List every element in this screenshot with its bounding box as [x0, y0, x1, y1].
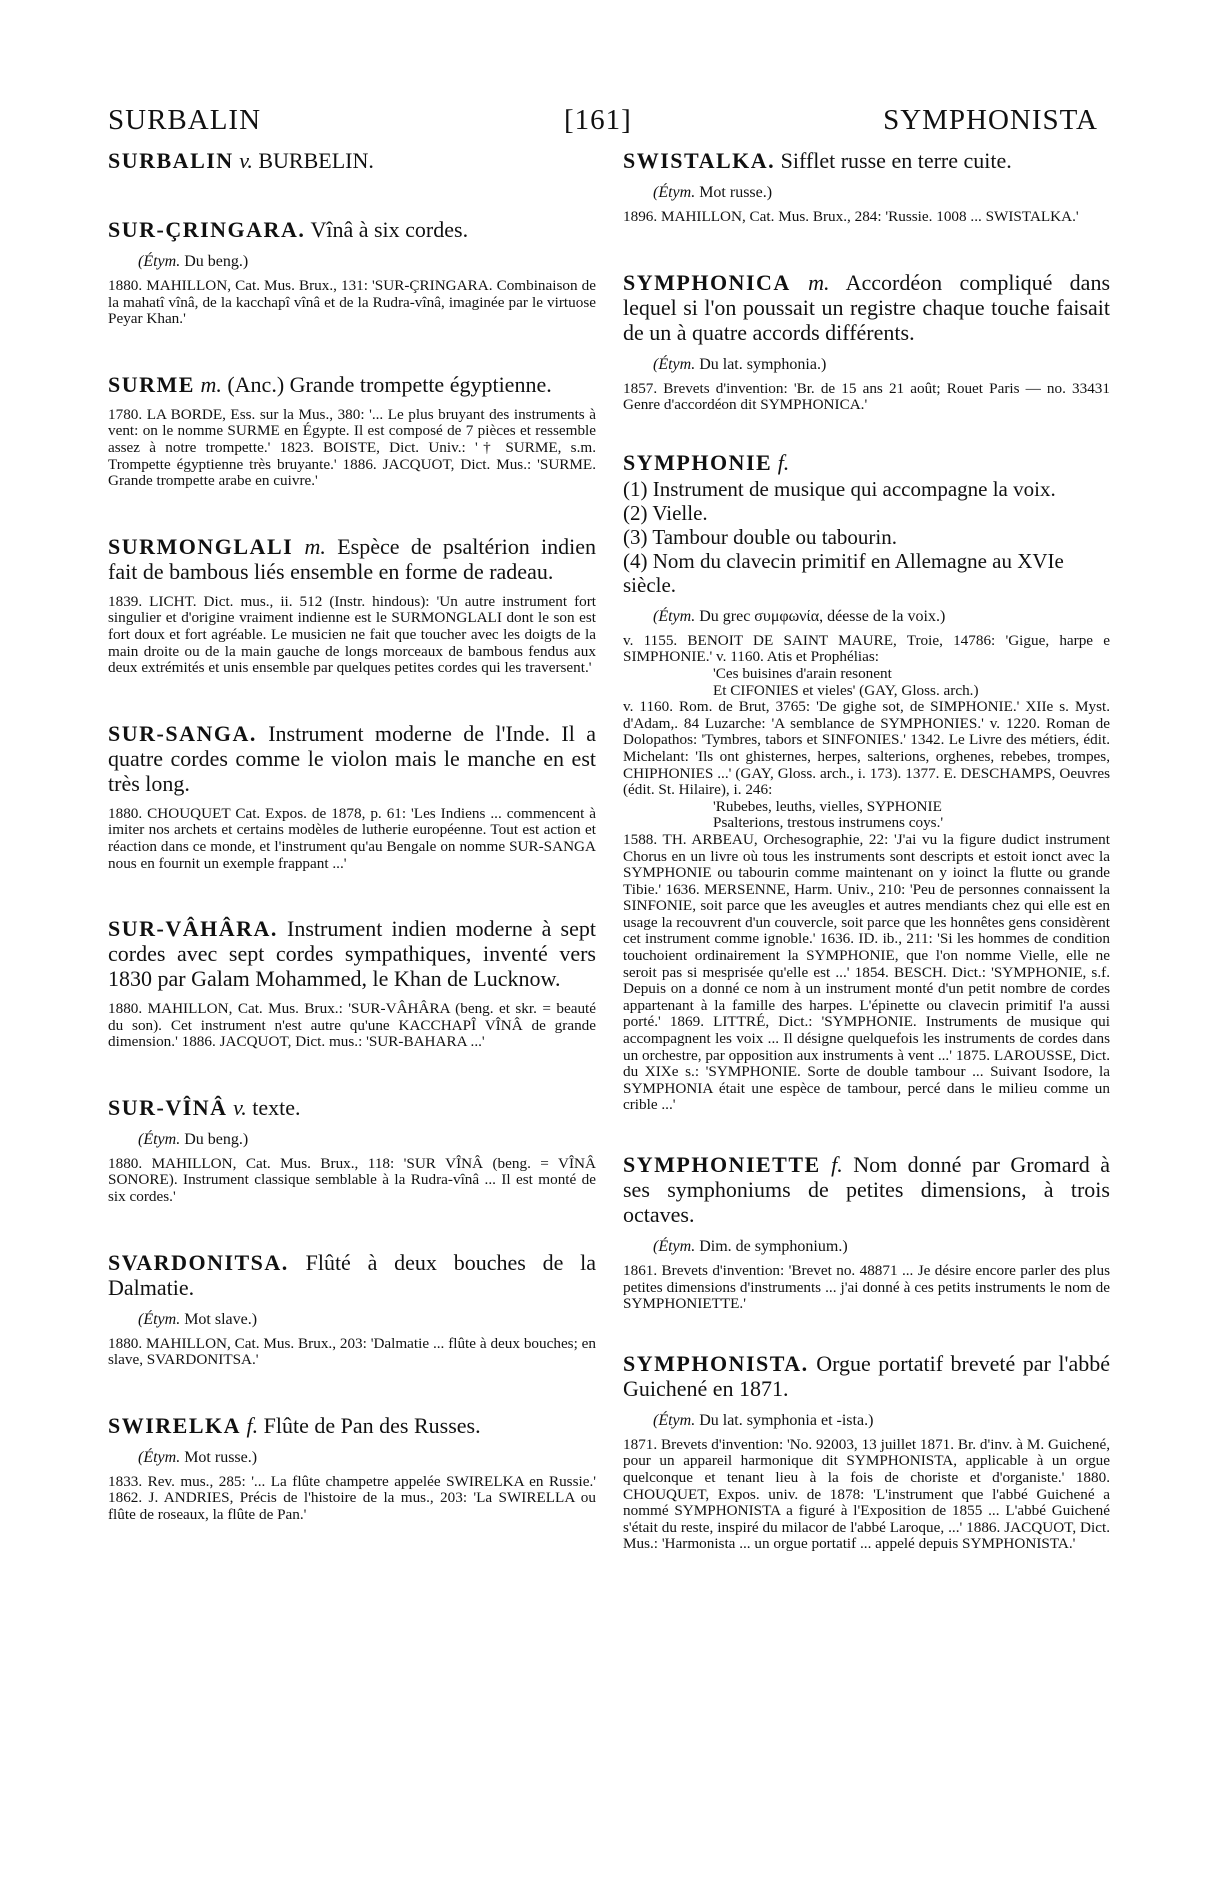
etymology: [653, 607, 1110, 627]
headword: SWISTALKA.: [623, 148, 776, 173]
entry-svardonitsa: [108, 1250, 596, 1369]
headword: SYMPHONIE: [623, 449, 773, 475]
grammar-label: f.: [246, 1412, 259, 1438]
etymology: [653, 355, 1110, 375]
entry-symphonista: [623, 1351, 1110, 1553]
grammar-label: m.: [200, 371, 222, 397]
grammar-label: m.: [808, 269, 830, 295]
headword: SWIRELKA: [108, 1412, 242, 1438]
sense-item: (2) Vielle.: [623, 500, 708, 525]
entry-definition: [623, 270, 1110, 345]
entry-surbalin: [108, 148, 596, 173]
entry-definition: [108, 1250, 596, 1300]
etymology: [138, 1448, 596, 1468]
entry-sur-vina: [108, 1095, 596, 1206]
definition-text: Sifflet russe en terre cuite.: [780, 148, 1012, 173]
entry-sur-vahara: [108, 916, 596, 1051]
definition-text: Accordéon compliqué dans lequel si l'on poussait un registre chaque touche faisait de un à quatre accords différents.: [623, 269, 1111, 345]
etymology-label: (Étym.: [653, 1411, 696, 1429]
citations: 1880. MAHILLON, Cat. Mus. Brux., 203: 'Dalmatie ... flûte à deux bouches; en slave, SVARDONITSA.': [108, 1334, 596, 1369]
grammar-label: m.: [304, 533, 326, 559]
etymology-text: Du beng.): [184, 253, 249, 270]
etymology-text: Du lat. symphonia et -ista.): [699, 1411, 874, 1429]
etymology-text: Du beng.): [184, 1130, 249, 1148]
sense-item: (4) Nom du clavecin primitif en Allemagne au XVIe siècle.: [623, 548, 1064, 597]
etymology-label: (Étym.: [138, 1310, 181, 1328]
headword: SURMONGLALI: [108, 533, 294, 559]
entry-symphonica: [623, 270, 1110, 414]
headword: SURBALIN: [108, 148, 234, 173]
entry-sur-cringara: [108, 217, 596, 328]
citations: 1780. LA BORDE, Ess. sur la Mus., 380: '... Le plus bruyant des instruments à vent: on le nomme SURME en Égypte. Il est composé de 7 pièces et ressemble assez à notre trompette.' 1823. BOISTE, Dict. Univ.: '† SURME, s.m. Trompette égyptienne très bruyante.' 1886. JACQUOT, Dict. Mus.: 'SURME. Grande trompette arabe en cuivre.': [108, 405, 596, 490]
entry-definition: [623, 1152, 1110, 1227]
etymology-text: Mot slave.): [184, 1310, 258, 1328]
definition-text: texte.: [252, 1094, 301, 1120]
entry-swirelka: [108, 1413, 596, 1524]
etymology: [138, 1310, 596, 1330]
citations: 1588. TH. ARBEAU, Orchesographie, 22: 'J'ai vu la figure dudict instrument Chorus en un livre où tous les instruments sont descripts et estoit ionct avec la SYMPHONIE ou tabourin comme maintenant on y ioinct la flutte ou grande Tibie.' 1636. MERSENNE, Harm. Univ., 210: 'Peu de personnes connaissent la SINFONIE, soit parce que les aveugles et autres mendiants chez qui elle est en usage la recouvrent d'un couvercle, soit parce que les honnêtes gens considèrent cet instrument comme ignoble.' 1636. ID. ib., 211: 'Si les hommes de condition touchoient ordinairement la SYMPHONIE, que l'on nomme Vielle, elle ne seroit pas si mesprisée qu'elle est ...' 1854. BESCH. Dict.: 'SYMPHONIE, s.f. Depuis on a donné ce nom à un instrument monté d'un petit nombre de cordes appartenant à la famille des harpes. L'épinette ou clavecin primitif l'a aussi porté.' 1869. LITTRÉ, Dict.: 'SYMPHONIE. Instruments de musique qui accompagnent les voix ... Il désigne quelquefois les instruments de cordes dans un orchestre, par opposition aux instruments à vent ...' 1875. LAROUSSE, Dict. du XIXe s.: 'SYMPHONIE. Sorte de double tambour ... Suivant Isodore, la SYMPHONIA était une espèce de tambour, percé dans le milieu comme un crible ...': [623, 830, 1110, 1114]
entry-definition: [108, 916, 596, 991]
citations: 1833. Rev. mus., 285: '... La flûte champetre appelée SWIRELKA en Russie.' 1862. J. ANDRIES, Précis de l'histoire de la mus., 203: 'La SWIRELLA ou flûte de roseaux, la flûte de Pan.': [108, 1472, 596, 1524]
definition-text: Nom donné par Gromard à ses symphoniums de petites dimensions, à trois octaves.: [623, 1152, 1110, 1227]
entry-definition: [108, 1413, 596, 1438]
cross-reference: BURBELIN.: [258, 148, 374, 173]
etymology: [653, 183, 1110, 203]
entry-surmonglali: [108, 534, 596, 677]
citations: 1896. MAHILLON, Cat. Mus. Brux., 284: 'Russie. 1008 ... SWISTALKA.': [623, 208, 1079, 225]
grammar-label: f.: [831, 1152, 843, 1177]
citations: v. 1155. BENOIT DE SAINT MAURE, Troie, 14786: 'Gigue, harpe e SIMPHONIE.' v. 1160. Atis et Prophélias:: [623, 631, 1110, 666]
citations: 1880. MAHILLON, Cat. Mus. Brux., 131: 'SUR-ÇRINGARA. Combinaison de la mahatî vînâ, de la kacchapî vînâ et de la Rudra-vînâ, imaginée par le virtuose Peyar Khan.': [108, 277, 596, 328]
running-head: [108, 104, 1098, 144]
verse-line: Psalterions, trestous instrumens coys.': [713, 814, 944, 832]
headword: SUR-VÎNÂ: [108, 1094, 228, 1120]
entry-definition: [108, 148, 596, 173]
citations: 1861. Brevets d'invention: 'Brevet no. 48871 ... Je désire encore parler des plus petites dimensions d'instruments ... j'ai donné à ces petits instruments le nom de SYMPHONIETTE.': [623, 1262, 1110, 1313]
etymology: [653, 1237, 1110, 1257]
entry-definition: [623, 450, 1110, 475]
entry-surme: [108, 372, 596, 490]
grammar-label: v.: [239, 148, 253, 173]
entry-sur-sanga: [108, 721, 596, 872]
running-head-left: SURBALIN: [108, 104, 262, 136]
headword: SURME: [108, 371, 195, 397]
etymology-label: (Étym.: [653, 355, 696, 373]
definition-text: Instrument indien moderne à sept cordes avec sept cordes sympathiques, inventé vers 1830 par Galam Mohammed, le Khan de Lucknow.: [108, 916, 596, 992]
entry-definition: [108, 1095, 596, 1120]
entry-definition: [623, 1351, 1110, 1401]
citations: 1839. LICHT. Dict. mus., ii. 512 (Instr. hindous): 'Un autre instrument fort singulier et d'origine vraiment indienne est le SURMONGLALI dont le son est fort doux et fort agréable. Le musicien ne fait que toucher avec les doigts de la main droite ou de la main gauche de longs morceaux de bambous fendus aux deux extrémités et unis ensemble par quelques petites cordes qui les traversent.': [108, 592, 596, 677]
verse-line: 'Ces buisines d'arain resonent: [713, 664, 892, 682]
definition-text: Vînâ à six cordes.: [310, 217, 469, 242]
etymology-label: (Étym.: [138, 253, 181, 270]
verse-line: 'Rubebes, leuths, vielles, SYPHONIE: [713, 797, 942, 815]
grammar-label: f.: [777, 449, 790, 475]
etymology-label: (Étym.: [653, 607, 696, 625]
headword: SUR-SANGA.: [108, 720, 257, 746]
definition-text: Instrument moderne de l'Inde. Il a quatre cordes comme le violon mais le manche en est très long.: [108, 720, 597, 796]
sense-list: [623, 477, 1110, 597]
citations: 1880. MAHILLON, Cat. Mus. Brux., 118: 'SUR VÎNÂ (beng. = VÎNÂ SONORE). Instrument classique semblable à la Rudra-vînâ ... Il est monté de six cordes.': [108, 1154, 596, 1206]
etymology: [138, 252, 596, 272]
grammar-label: v.: [233, 1094, 247, 1120]
entry-definition: [623, 148, 1110, 173]
headword: SYMPHONIETTE: [623, 1152, 821, 1177]
entry-definition: [108, 372, 596, 397]
etymology-text: Mot russe.): [699, 184, 773, 201]
etymology-text: Du grec συμφωνία, déesse de la voix.): [699, 607, 946, 625]
headword: SVARDONITSA.: [108, 1249, 289, 1275]
etymology-text: Mot russe.): [184, 1448, 258, 1466]
sense-item: (3) Tambour double ou tabourin.: [623, 524, 898, 549]
citations: 1857. Brevets d'invention: 'Br. de 15 ans 21 août; Rouet Paris — no. 33431 Genre d'accordéon dit SYMPHONICA.': [623, 379, 1110, 414]
left-column: [108, 148, 596, 1524]
definition-text: (Anc.) Grande trompette égyptienne.: [227, 371, 552, 397]
entry-symphonie: [623, 450, 1110, 1114]
etymology-text: Dim. de symphonium.): [699, 1238, 848, 1255]
etymology-text: Du lat. symphonia.): [699, 355, 827, 373]
entry-definition: [108, 217, 596, 242]
headword: SYMPHONICA: [623, 269, 791, 295]
running-head-right: SYMPHONISTA: [883, 104, 1098, 136]
verse-line: Et CIFONIES et vieles' (GAY, Gloss. arch.): [713, 681, 979, 699]
citations: 1880. MAHILLON, Cat. Mus. Brux.: 'SUR-VÂHÂRA (beng. et skr. = beauté du son). Cet instrument n'est autre qu'une KACCHAPÎ VÎNÂ de grande dimension.' 1886. JACQUOT, Dict. mus.: 'SUR-BAHARA ...': [108, 1000, 596, 1051]
right-column: [623, 148, 1110, 1553]
entry-definition: [108, 534, 596, 584]
entry-swistalka: [623, 148, 1110, 226]
page-number: [161]: [564, 104, 632, 136]
etymology-label: (Étym.: [138, 1448, 181, 1466]
citations: 1880. CHOUQUET Cat. Expos. de 1878, p. 61: 'Les Indiens ... commencent à imiter nos archets et certains modèles de lutherie européenne. Tout est action et réaction dans ce monde, et l'instrument qu'au Bengale on nomme SUR-SANGA nous en fournit un exemple frappant ...': [108, 804, 596, 872]
headword: SUR-ÇRINGARA.: [108, 217, 306, 242]
definition-text: Orgue portatif breveté par l'abbé Guichené en 1871.: [623, 1350, 1111, 1401]
entry-symphoniette: [623, 1152, 1110, 1313]
entry-definition: [108, 721, 596, 796]
definition-text: Flûté à deux bouches de la Dalmatie.: [108, 1249, 596, 1300]
etymology: [653, 1411, 1110, 1431]
definition-text: Espèce de psaltérion indien fait de bambous liés ensemble en forme de radeau.: [108, 533, 597, 584]
etymology: [138, 1130, 596, 1150]
definition-text: Flûte de Pan des Russes.: [263, 1412, 481, 1438]
headword: SUR-VÂHÂRA.: [108, 916, 278, 942]
etymology-label: (Étym.: [653, 1238, 696, 1255]
citations: 1871. Brevets d'invention: 'No. 92003, 13 juillet 1871. Br. d'inv. à M. Guichené, pour un appareil harmonique dit SYMPHONISTA, applicable à un orgue quelconque et tenant lieu à la fois de choriste et d'organiste.' 1880. CHOUQUET, Expos. univ. de 1878: 'L'instrument que l'abbé Guichené a nommé SYMPHONISTA a figuré à l'Exposition de 1855 ... L'abbé Guichené s'était du reste, inspiré du milacor de l'abbé Laroque, ...' 1886. JACQUOT, Dict. Mus.: 'Harmonista ... un orgue portatif ... appelé depuis SYMPHONISTA.': [623, 1435, 1110, 1553]
etymology-label: (Étym.: [653, 184, 696, 201]
etymology-label: (Étym.: [138, 1130, 181, 1148]
sense-item: (1) Instrument de musique qui accompagne la voix.: [623, 476, 1056, 501]
headword: SYMPHONISTA.: [623, 1350, 809, 1376]
citations: v. 1160. Rom. de Brut, 3765: 'De gighe sot, de SIMPHONIE.' XIIe s. Myst. d'Adam,. 84 Luzarche: 'A semblance de SYMPHONIES.' v. 1220. Roman de Dolopathos: 'Tymbres, tabors et SINFONIES.' 1342. Le Livre des métiers, édit. Michelant: 'Ils ont ghisternes, herpes, salterions, orghenes, rebebes, trompes, CHIPHONIES ...' (GAY, Gloss. arch., i. 173). 1377. E. DESCHAMPS, Oeuvres (édit. St. Hilaire), i. 246:: [623, 698, 1110, 799]
